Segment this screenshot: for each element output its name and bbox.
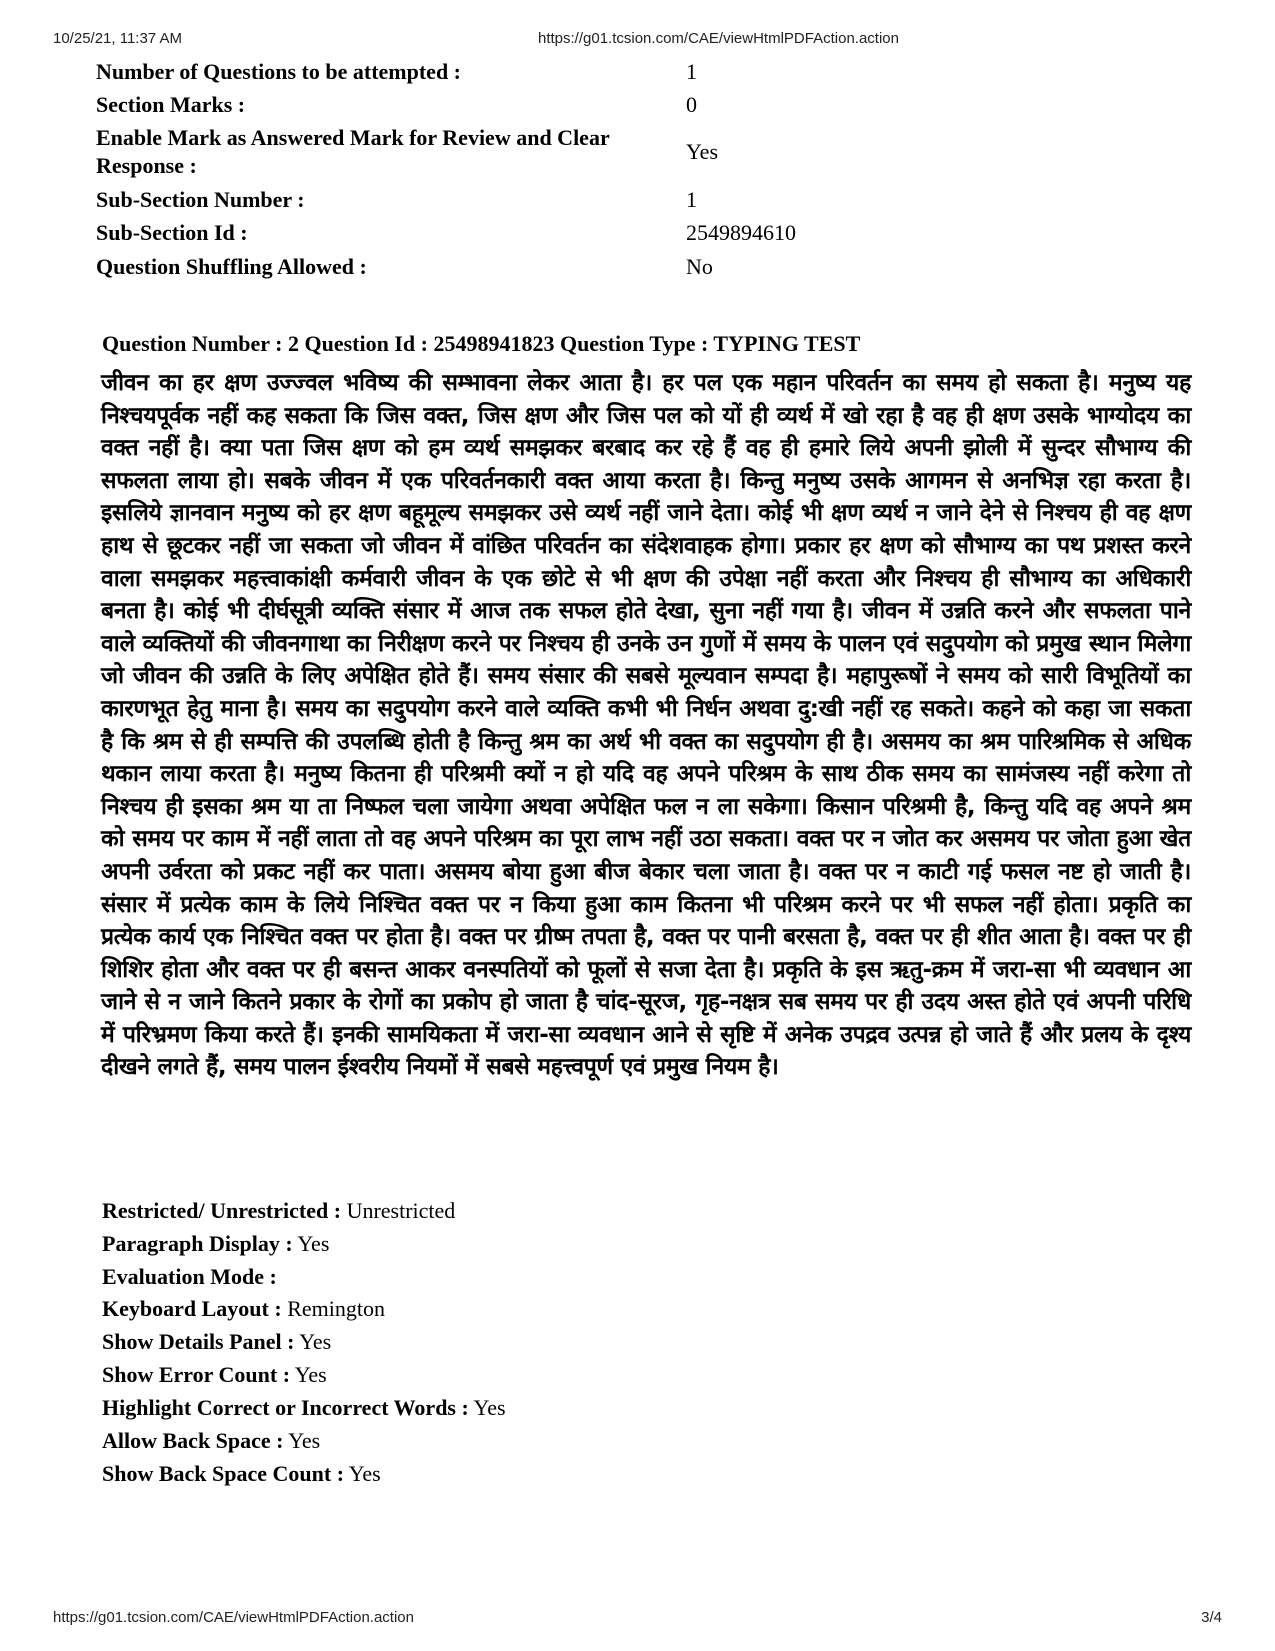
meta-row xyxy=(102,1296,385,1322)
info-value: No xyxy=(686,254,713,279)
meta-label: Paragraph Display : xyxy=(102,1231,293,1256)
info-label: Sub-Section Number : xyxy=(96,186,305,212)
meta-row xyxy=(102,1461,381,1487)
meta-value: Yes xyxy=(288,1428,321,1453)
typing-passage: जीवन का हर क्षण उज्ज्वल भविष्य की सम्भावना लेकर आता है। हर पल एक महान परिवर्तन का समय हो सकता है। मनुष्य यह निश्चयपूर्वक नहीं कह सकता कि जिस वक्त, जिस क्षण और जिस पल को यों ही व्यर्थ में खो रहा है वह ही क्षण उसके भाग्योदय का वक्त नहीं है। क्या पता जिस क्षण को हम व्यर्थ समझकर बरबाद कर रहे हैं वह ही हमारे लिये अपनी झोली में सुन्दर सौभाग्य की सफलता लाया हो। सबके जीवन में एक परिवर्तनकारी वक्त आया करता है। किन्तु मनुष्य उसके आगमन से अनभिज्ञ रहा करता है। इसलिये ज्ञानवान मनुष्य को हर क्षण बहूमूल्य समझकर उसे व्यर्थ नहीं जाने देता। कोई भी क्षण व्यर्थ न जाने देने से निश्चय ही वह क्षण हाथ से छूटकर नहीं जा सकता जो जीवन में वांछित परिवर्तन का संदेशवाहक होगा। प्रकार हर क्षण को सौभाग्य का पथ प्रशस्त करने वाला समझकर महत्त्वाकांक्षी कर्मवारी जीवन के एक छोटे से भी क्षण की उपेक्षा नहीं करता और निश्चय ही सौभाग्य का अधिकारी बनता है। कोई भी दीर्घसूत्री व्यक्ति संसार में आज तक सफल होते देखा, सुना नहीं गया है। जीवन में उन्नति करने और सफलता पाने वाले व्यक्तियों की जीवनगाथा का निरीक्षण करने पर निश्चय ही उनके उन गुणों में समय के पालन एवं सदुपयोग को प्रमुख स्थान मिलेगा जो जीवन की उन्नति के लिए अपेक्षित होते हैं। समय संसार की सबसे मूल्यवान सम्पदा है। महापुरूषों ने समय को सारी विभूतियों का कारणभूत हेतु माना है। समय का सदुपयोग करने वाले व्यक्ति कभी भी निर्धन अथवा दु:खी नहीं रह सकते। कहने को कहा जा सकता है कि श्रम से ही सम्पत्ति की उपलब्धि होती है किन्तु श्रम का अर्थ भी वक्त का सदुपयोग ही है। असमय का श्रम पारिश्रमिक से अधिक थकान लाया करता है। मनुष्य कितना ही परिश्रमी क्यों न हो यदि वह अपने परिश्रम के साथ ठीक समय का सामंजस्य नहीं करेगा तो निश्चय ही इसका श्रम या ता निष्फल चला जायेगा अथवा अपेक्षित फल न ला सकेगा। किसान परिश्रमी है, किन्तु यदि वह अपने श्रम को समय पर काम में नहीं लाता तो वह अपने परिश्रम का पूरा लाभ नहीं उठा सकता। वक्त पर न जोत कर असमय पर जोता हुआ खेत अपनी उर्वरता को प्रकट नहीं कर पाता। असमय बोया हुआ बीज बेकार चला जाता है। वक्त पर न काटी गई फसल नष्ट हो जाती है। संसार में प्रत्येक काम के लिये निश्चित वक्त पर न किया हुआ काम कितना भी परिश्रम करने पर भी सफल नहीं होता। प्रकृति का प्रत्येक कार्य एक निश्चित वक्त पर होता है। वक्त पर ग्रीष्म तपता है, वक्त पर पानी बरसता है, वक्त पर ही शीत आता है। वक्त पर ही शिशिर होता और वक्त पर ही बसन्त आकर वनस्पतियों को फूलों से सजा देता है। प्रकृति के इस ऋतु-क्रम में जरा-सा भी व्यवधान आ जाने से न जाने कितने प्रकार के रोगों का प्रकोप हो जाता है चांद-सूरज, गृह-नक्षत्र सब समय पर ही उदय अस्त होते एवं अपनी परिधि में परिभ्रमण किया करते हैं। इनकी सामयिकता में जरा-सा व्यवधान आने से सृष्टि में अनेक उपद्रव उत्पन्न हो जाते हैं और प्रलय के दृश्य दीखने लगते हैं, समय पालन ईश्वरीय नियमों में सबसे महत्त्वपूर्ण एवं प्रमुख नियम है। xyxy=(101,370,1191,1081)
section-info-row xyxy=(96,88,796,121)
info-value: 1 xyxy=(686,58,697,84)
meta-value: Unrestricted xyxy=(346,1198,456,1223)
meta-row xyxy=(102,1428,320,1454)
section-info-row xyxy=(96,216,796,250)
question-header: Question Number : 2 Question Id : 25498941823 Question Type : TYPING TEST xyxy=(102,331,861,356)
meta-label: Restricted/ Unrestricted : xyxy=(102,1198,342,1223)
info-value: Yes xyxy=(686,139,719,164)
section-info-row xyxy=(96,250,796,284)
info-value: 1 xyxy=(686,186,697,212)
info-value: 2549894610 xyxy=(686,220,796,245)
print-url: https://g01.tcsion.com/CAE/viewHtmlPDFAction.action xyxy=(538,30,899,47)
meta-label: Allow Back Space : xyxy=(102,1428,284,1453)
meta-label: Show Details Panel : xyxy=(102,1329,295,1354)
meta-row xyxy=(102,1198,455,1224)
section-info-row xyxy=(96,55,796,88)
meta-row xyxy=(102,1231,329,1257)
meta-value: Yes xyxy=(348,1461,381,1486)
meta-value: Yes xyxy=(473,1395,506,1420)
info-label: Section Marks : xyxy=(96,91,246,117)
meta-value: Remington xyxy=(287,1296,385,1321)
meta-row xyxy=(102,1362,327,1388)
info-value: 0 xyxy=(686,91,697,117)
section-info-row xyxy=(96,183,796,216)
info-label: Enable Mark as Answered Mark for Review and Clear Response : xyxy=(96,125,610,178)
section-info-table xyxy=(96,55,796,284)
meta-label: Keyboard Layout : xyxy=(102,1296,282,1321)
info-label: Question Shuffling Allowed : xyxy=(96,254,367,279)
footer-url: https://g01.tcsion.com/CAE/viewHtmlPDFAction.action xyxy=(53,1609,414,1626)
section-info-row xyxy=(96,121,796,183)
meta-value: Yes xyxy=(297,1231,330,1256)
info-label: Sub-Section Id : xyxy=(96,220,248,245)
print-datetime: 10/25/21, 11:37 AM xyxy=(53,30,182,47)
info-label: Number of Questions to be attempted : xyxy=(96,58,462,84)
meta-label: Highlight Correct or Incorrect Words : xyxy=(102,1395,469,1420)
page-number: 3/4 xyxy=(1201,1609,1222,1626)
meta-label: Show Error Count : xyxy=(102,1362,291,1387)
meta-row xyxy=(102,1395,506,1421)
meta-label: Show Back Space Count : xyxy=(102,1461,345,1486)
meta-row xyxy=(102,1264,277,1290)
meta-value: Yes xyxy=(294,1362,327,1387)
meta-label: Evaluation Mode : xyxy=(102,1264,277,1289)
meta-value: Yes xyxy=(299,1329,332,1354)
meta-row xyxy=(102,1329,331,1355)
